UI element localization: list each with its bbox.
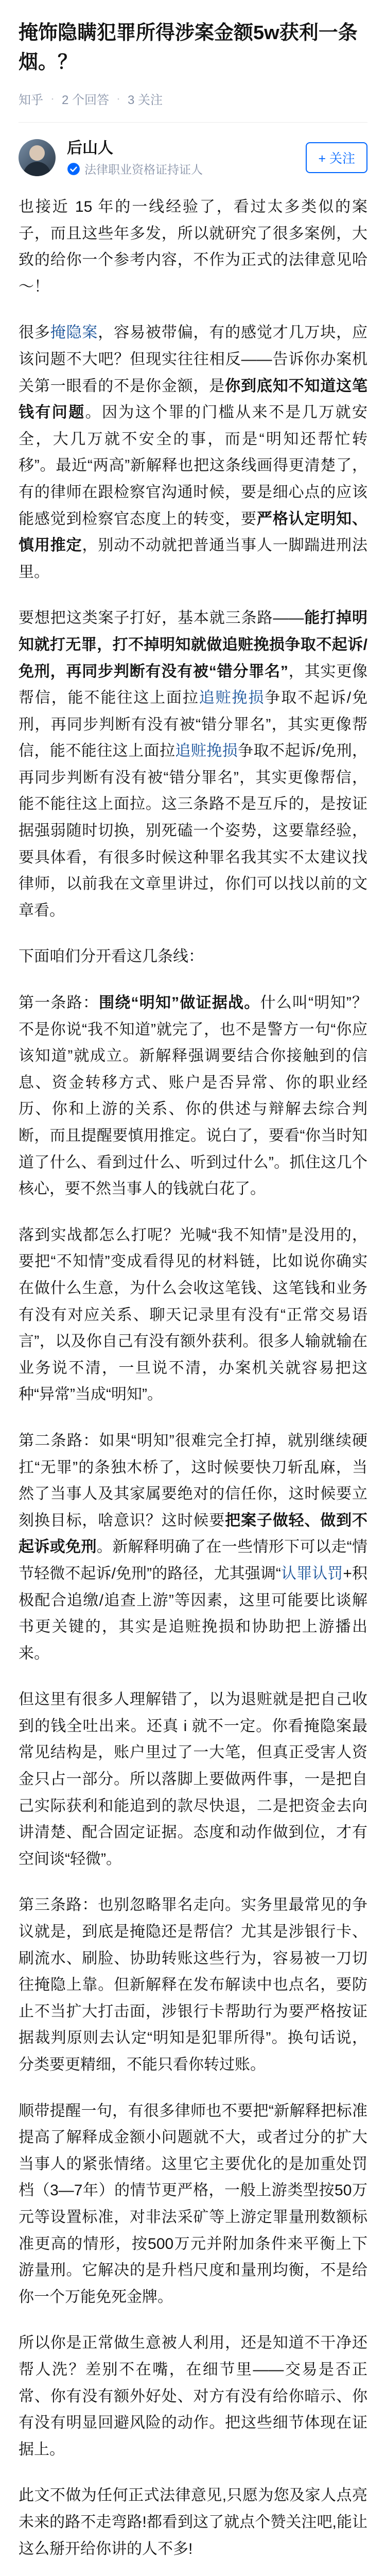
header-divider xyxy=(19,122,367,123)
bold-text: 把案子做轻、做到不起诉或免刑 xyxy=(19,1512,368,1556)
topic-link[interactable]: 掩隐案 xyxy=(50,324,98,342)
text-run: 很多 xyxy=(19,324,50,342)
follow-button[interactable]: + 关注 xyxy=(306,142,367,173)
answer-paragraph: 所以你是正常做生意被人利用，还是知道不干净还帮人洗？差别不在嘴，在细节里——交易是否正常、你有没有额外好处、对方有没有给你暗示、你有没有明显回避风险的动作。把这些细节体现在证据上。 xyxy=(19,2334,367,2458)
answer-paragraph xyxy=(19,1428,367,1667)
source-label[interactable]: 知乎 xyxy=(19,93,43,107)
answer-paragraph: 顺带提醒一句，有很多律师也不要把“新解释把标准提高了解释成金额小问题就不大，或者过分的扩大当事人的紧张情绪。这里它主要优化的是加重处罚档（3—7年）的情节更严格，一般上游类型按50万元等设置标准，对非法采矿等上游定罪量刑数额标准更高的情形，按500万元并附加条件来平衡上下游量刑。它解决的是升档尺度和量刑均衡，不是给你一个万能免死金牌。 xyxy=(19,2102,367,2306)
text-run: 什么叫“明知”？不是你说“我不知道”就完了，也不是警方一句“你应该知道”就成立。新解释强调要结合你接触到的信息、资金转移方式、账户是否异常、你的职业经历、你和上游的关系、你的供述与辩解去综合判断，而且提醒要慎用推定。说白了，要看“你当时知道了什么、看到过什么、听到过什么”。抓住这几个核心，要不然当事人的钱就白花了。 xyxy=(19,994,368,1198)
topic-link[interactable]: 追赃挽损 xyxy=(199,689,265,707)
avatar-torso xyxy=(23,162,51,176)
question-meta xyxy=(19,90,367,108)
author-name[interactable]: 后山人 xyxy=(67,140,113,157)
answer-paragraph xyxy=(19,319,367,585)
text-run: 争取不起诉/免刑，再同步判断有没有被“错分罪名”，其实更像帮信，能不能往这上面拉 xyxy=(19,689,368,760)
avatar[interactable] xyxy=(19,139,56,176)
text-run: 争取不起诉/免刑，再同步判断有没有被“错分罪名”，其实更像帮信，能不能往这上面拉。这三条路不是互斥的，是按证据强弱随时切换，别死磕一个姿势，这要靠经验，要具体看，有很多时候这种罪名我其实不太建议找律师，以前我在文章里讲过，你们可以找以前的文章看。 xyxy=(19,742,368,919)
credential-text: 法律职业资格证持证人 xyxy=(84,163,203,176)
bold-text: 能打掉明知就打无罪，打不掉明知就做追赃挽损争取不起诉/免刑，再同步判断有没有被“错分罪名” xyxy=(19,609,368,680)
text-run: ，别动不动就把普通当事人一脚踹进刑法里。 xyxy=(19,537,368,581)
followers-count: 3 关注 xyxy=(128,93,163,107)
answer-paragraph: 第三条路：也别忽略罪名走向。实务里最常见的争议就是，到底是掩隐还是帮信？尤其是涉银行卡、刷流水、刷脸、协助转账这些行为，容易被一刀切往掩隐上靠。但新解释在发布解读中也点名，要防止不当扩大打击面，涉银行卡帮助行为要严格按证据裁判原则去认定“明知是犯罪所得”。换句话说，分类要更精细，不能只看你转过账。 xyxy=(19,1896,367,2073)
question-title[interactable]: 掩饰隐瞒犯罪所得涉案金额5w获利一条烟。？ xyxy=(19,22,358,73)
bold-text: 围绕“明知”做证据战。 xyxy=(99,994,260,1012)
answer-paragraph xyxy=(19,605,367,924)
text-run: 要想把这类案子打好，基本就三条路—— xyxy=(19,609,304,627)
avatar-head xyxy=(29,145,45,161)
author-info xyxy=(67,138,306,177)
topic-link[interactable]: 追赃挽损 xyxy=(175,742,238,760)
author-credential xyxy=(67,160,306,177)
meta-separator: · xyxy=(50,91,55,106)
text-run: 第二条路：如果“明知”很难完全打掉，就别继续硬扛“无罪”的条独木桥了，这时候要快刀斩乱麻，当然了当事人及其家属要绝对的信任你，这时候要立刻换目标，啥意识？这时候要 xyxy=(19,1432,367,1529)
topic-link[interactable]: 认罪认罚 xyxy=(280,1565,343,1582)
text-run: ，其实更像帮信，能不能往这上面拉 xyxy=(19,663,368,707)
answer-paragraph: 但这里有很多人理解错了，以为退赃就是把自己收到的钱全吐出来。还真 i 就不一定。你看掩隐案最常见结构是，账户里过了一大笔，但真正受害人资金只占一部分。所以落脚上要做两件事，一是把自己实际获利和能追到的款尽快退，二是把资金去向讲清楚、配合固定证据。态度和动作做到位，才有空间谈“轻微”。 xyxy=(19,1691,367,1868)
answer-paragraph: 也接近 15 年的一线经验了，看过太多类似的案子，而且这些年多发，所以就研究了很多案例，大致的给你一个参考内容，不作为正式的法律意见哈～！ xyxy=(19,198,367,295)
answers-count[interactable]: 2 个回答 xyxy=(62,93,110,107)
answer-paragraph: 落到实战都怎么打呢？光喊“我不知情”是没用的，要把“不知情”变成看得见的材料链，比如说你确实在做什么生意，为什么会收这笔钱、这笔钱和业务有没有对应关系、聊天记录里有没有“正常交易语言”，以及你自己有没有额外获利。很多人输就输在业务说不清，一旦说不清，办案机关就容易把这种“异常”当成“明知”。 xyxy=(19,1226,367,1403)
answer-paragraph: 此文不做为任何正式法律意见,只愿为您及家人点亮未来的路不走弯路!都看到这了就点个赞关注吧,能让这么掰开给你讲的人不多! xyxy=(19,2487,367,2557)
text-run: 。因为这个罪的门槛从来不是几万就安全，大几万就不安全的事，而是“明知还帮忙转移”。最近“两高”新解释也把这条线画得更清楚了，有的律师在跟检察官沟通时候，要是细心点的应该能感觉到检察官态度上的转变，要 xyxy=(19,404,368,528)
verified-badge-icon xyxy=(67,162,80,176)
text-run: 。新解释明确了在一些情形下可以走“情节轻微不起诉/免刑”的路径，尤其强调“ xyxy=(19,1538,367,1582)
bold-text: 你到底知不知道这笔钱有问题 xyxy=(19,377,368,421)
answer-content xyxy=(19,194,367,2576)
answer-paragraph xyxy=(19,990,367,1202)
text-run: +积极配合追缴/追查上游”等因素，这里可能要比谈解书更关键的，其实是追赃挽损和协助把上游播出来。 xyxy=(19,1565,367,1662)
text-run: 第一条路： xyxy=(19,994,99,1012)
text-run: ，容易被带偏，有的感觉才几万块，应该问题不大吧？但现实往往相反——告诉你办案机关第一眼看的不是你金额，是 xyxy=(19,324,368,395)
author-bar xyxy=(19,138,367,177)
answer-paragraph: 下面咱们分开看这几条线： xyxy=(19,948,204,965)
bold-text: 严格认定明知、慎用推定 xyxy=(19,510,368,554)
meta-separator: · xyxy=(116,91,121,106)
